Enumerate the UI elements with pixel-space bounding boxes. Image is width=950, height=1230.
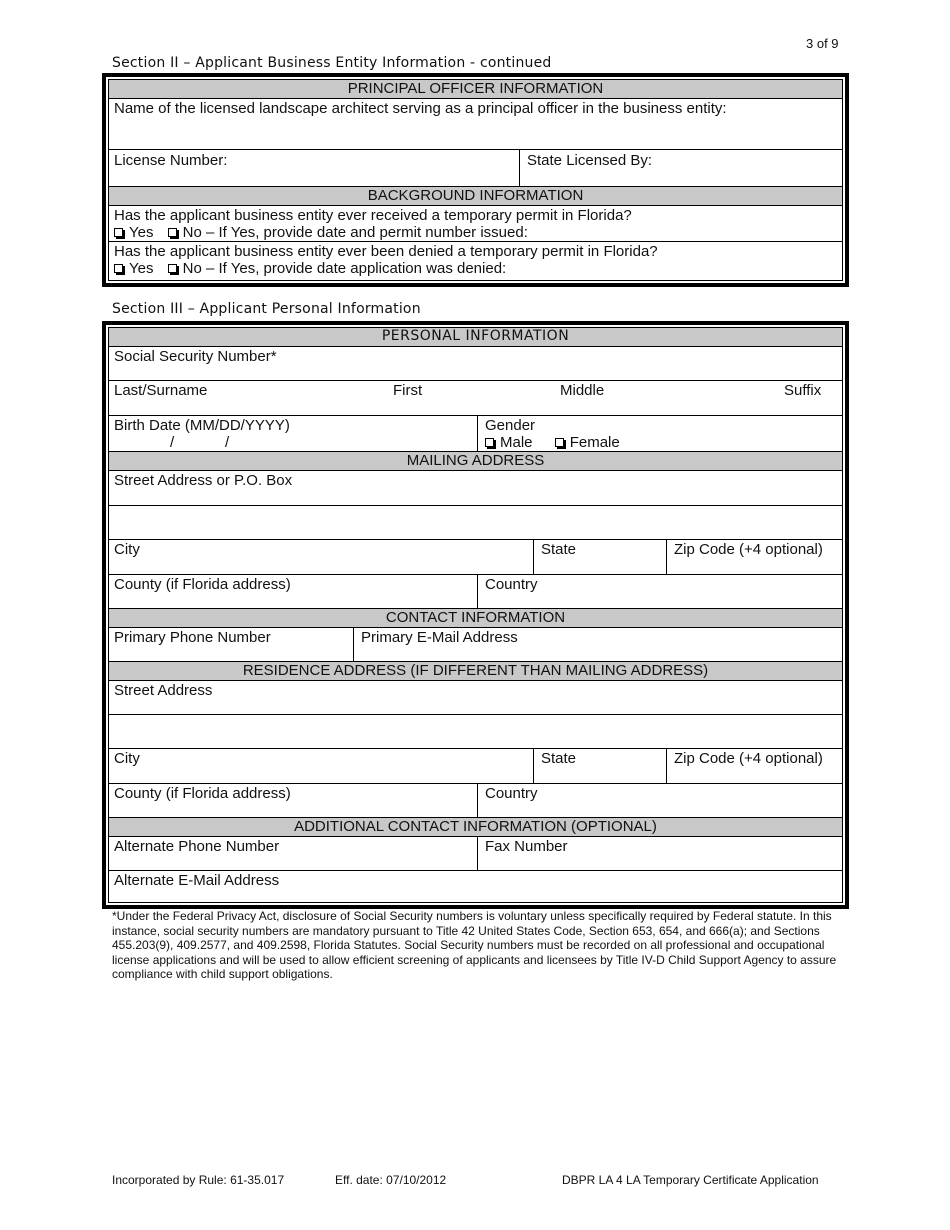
residence-county-country-row <box>109 784 842 818</box>
contact-info-header: CONTACT INFORMATION <box>109 609 842 628</box>
license-number-field[interactable] <box>109 150 519 186</box>
q1-no-label: No – If Yes, provide date and permit number issued: <box>182 224 528 241</box>
q2-no-label: No – If Yes, provide date application was denied: <box>182 260 507 277</box>
background-header: BACKGROUND INFORMATION <box>109 187 842 206</box>
birth-date-field[interactable] <box>109 416 477 451</box>
residence-zip-field[interactable] <box>666 749 842 783</box>
alternate-phone-field[interactable] <box>109 837 477 870</box>
residence-county-field[interactable] <box>109 784 477 817</box>
section-2-title: Section II – Applicant Business Entity Information - continued <box>112 55 552 71</box>
birth-date-label: Birth Date (MM/DD/YYYY) <box>114 417 290 434</box>
male-checkbox[interactable] <box>485 438 494 447</box>
last-name-label: Last/Surname <box>114 382 208 399</box>
name-row[interactable] <box>109 381 842 416</box>
page-number: 3 of 9 <box>806 36 839 51</box>
first-name-label: First <box>393 382 423 399</box>
principal-name-label: Name of the licensed landscape architect serving as a principal officer in the business entity: <box>114 100 727 117</box>
residence-state-field[interactable] <box>533 749 666 783</box>
residence-street-field[interactable] <box>109 681 842 715</box>
country-field[interactable] <box>477 575 842 608</box>
question-2 <box>109 242 842 278</box>
q2-yes-label: Yes <box>129 260 154 277</box>
primary-email-field[interactable] <box>353 628 842 661</box>
country-label: Country <box>485 576 538 593</box>
alternate-contact-row <box>109 837 842 871</box>
q1-yes-checkbox[interactable] <box>114 228 123 237</box>
state-licensed-field[interactable] <box>519 150 842 186</box>
birth-date-sep-2: / <box>225 434 230 451</box>
primary-phone-label: Primary Phone Number <box>114 629 271 646</box>
ssn-field[interactable] <box>109 347 842 381</box>
residence-country-field[interactable] <box>477 784 842 817</box>
city-label: City <box>114 541 140 558</box>
county-label: County (if Florida address) <box>114 576 291 593</box>
residence-street-line-2[interactable] <box>109 715 842 749</box>
gender-field <box>477 416 842 451</box>
street-address-field[interactable] <box>109 471 842 506</box>
residence-city-label: City <box>114 750 140 767</box>
middle-name-label: Middle <box>560 382 605 399</box>
gender-label: Gender <box>485 417 536 434</box>
footer-form-id: DBPR LA 4 LA Temporary Certificate Application <box>562 1173 819 1187</box>
privacy-act-note: *Under the Federal Privacy Act, disclosure of Social Security numbers is voluntary unless specifically required by Federal statute. In this instance, social security numbers are mandatory pursuant to Title 42 United States Code, Section 653, 654, and 666(a); and Sections 455.203(9), 409.2577, and 409.2598, Florida Statutes. Social Security numbers must be recorded on all professional and occupational license applications and will be used to allow efficient screening of applicants and licensees by Title IV-D Child Support Agency to assure compliance with child support obligations. <box>112 909 837 981</box>
principal-name-field[interactable] <box>109 99 842 150</box>
fax-label: Fax Number <box>485 838 568 855</box>
street-address-label: Street Address or P.O. Box <box>114 472 293 489</box>
primary-email-label: Primary E-Mail Address <box>361 629 518 646</box>
zip-label: Zip Code (+4 optional) <box>674 541 823 558</box>
alternate-phone-label: Alternate Phone Number <box>114 838 280 855</box>
personal-info-header: PERSONAL INFORMATION <box>109 328 842 347</box>
question-1-text: Has the applicant business entity ever received a temporary permit in Florida? <box>114 207 632 224</box>
principal-officer-header: PRINCIPAL OFFICER INFORMATION <box>109 80 842 99</box>
city-state-zip-row <box>109 540 842 575</box>
state-licensed-label: State Licensed By: <box>527 152 653 169</box>
residence-country-label: Country <box>485 785 538 802</box>
zip-field[interactable] <box>666 540 842 574</box>
ssn-label: Social Security Number* <box>114 348 277 365</box>
contact-row <box>109 628 842 662</box>
residence-county-label: County (if Florida address) <box>114 785 291 802</box>
city-field[interactable] <box>109 540 533 574</box>
state-field[interactable] <box>533 540 666 574</box>
alternate-email-label: Alternate E-Mail Address <box>114 872 280 889</box>
suffix-label: Suffix <box>784 382 822 399</box>
birth-date-sep-1: / <box>170 434 175 451</box>
birth-gender-row <box>109 416 842 452</box>
footer-eff-date: Eff. date: 07/10/2012 <box>335 1173 447 1187</box>
street-address-line-2[interactable] <box>109 506 842 540</box>
q2-no-checkbox[interactable] <box>168 264 177 273</box>
q2-yes-checkbox[interactable] <box>114 264 123 273</box>
license-number-label: License Number: <box>114 152 228 169</box>
county-field[interactable] <box>109 575 477 608</box>
section-3-title: Section III – Applicant Personal Information <box>112 301 421 317</box>
mailing-address-header: MAILING ADDRESS <box>109 452 842 471</box>
footer-rule: Incorporated by Rule: 61-35.017 <box>112 1173 285 1187</box>
question-2-text: Has the applicant business entity ever been denied a temporary permit in Florida? <box>114 243 658 260</box>
residence-city-field[interactable] <box>109 749 533 783</box>
fax-field[interactable] <box>477 837 842 870</box>
additional-contact-header: ADDITIONAL CONTACT INFORMATION (OPTIONAL) <box>109 818 842 837</box>
q1-no-checkbox[interactable] <box>168 228 177 237</box>
female-label: Female <box>569 434 620 451</box>
primary-phone-field[interactable] <box>109 628 353 661</box>
residence-city-state-zip-row <box>109 749 842 784</box>
license-row <box>109 150 842 187</box>
female-checkbox[interactable] <box>555 438 564 447</box>
residence-state-label: State <box>541 750 577 767</box>
state-label: State <box>541 541 577 558</box>
residence-street-label: Street Address <box>114 682 213 699</box>
alternate-email-field[interactable] <box>109 871 842 900</box>
residence-address-header: RESIDENCE ADDRESS (IF DIFFERENT THAN MAILING ADDRESS) <box>109 662 842 681</box>
principal-officer-form <box>102 73 849 287</box>
personal-information-form <box>102 321 849 909</box>
male-label: Male <box>500 434 533 451</box>
question-1 <box>109 206 842 242</box>
residence-zip-label: Zip Code (+4 optional) <box>674 750 823 767</box>
q1-yes-label: Yes <box>129 224 154 241</box>
county-country-row <box>109 575 842 609</box>
